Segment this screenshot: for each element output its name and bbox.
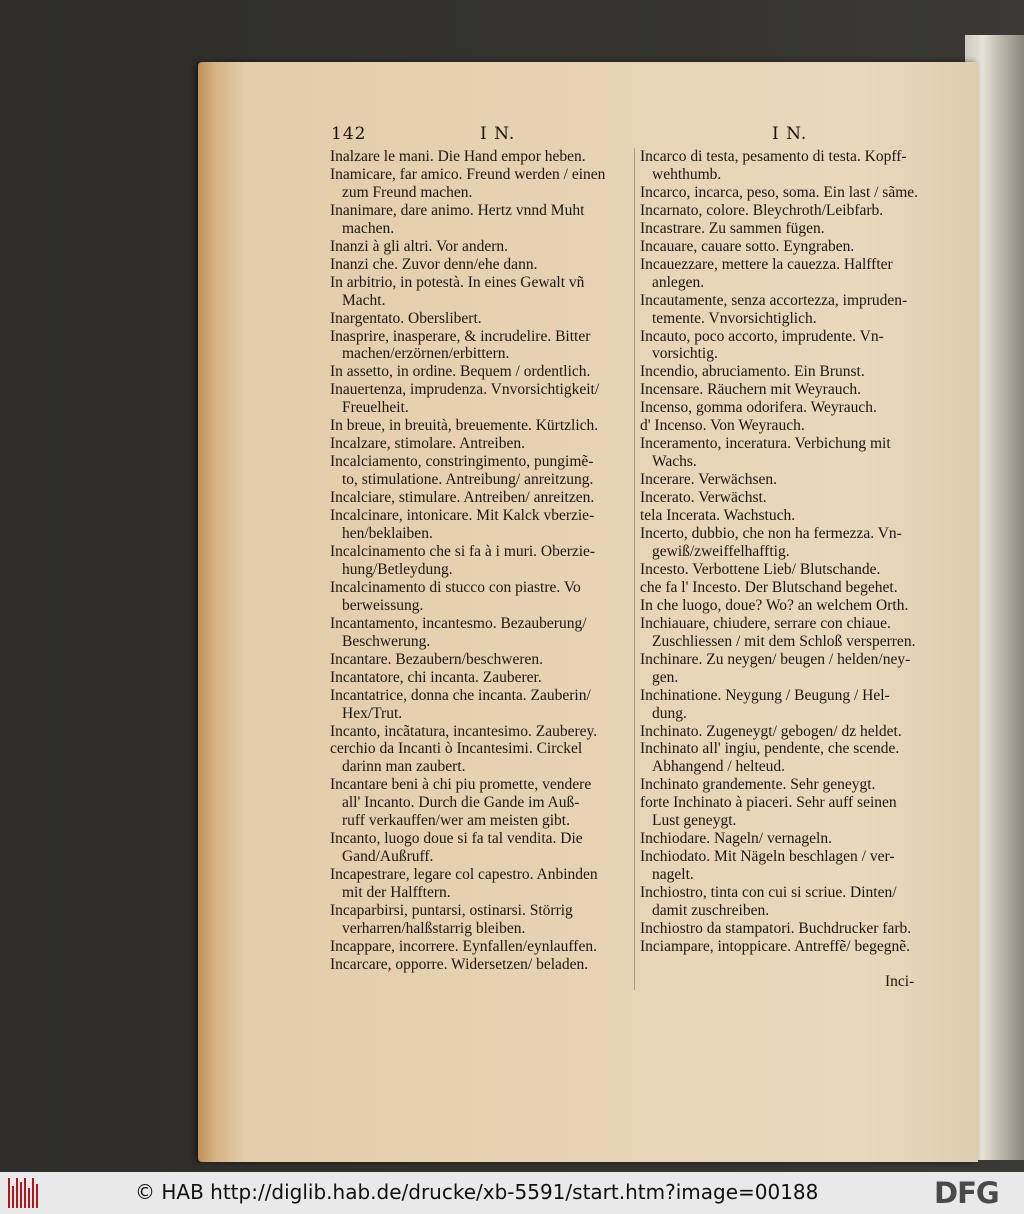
text-line: Incarcare, opporre. Widersetzen/ beladen. <box>330 955 589 973</box>
text-line: Incalzare, stimolare. Antreiben. <box>330 435 525 453</box>
text-line: Inamicare, far amico. Freund werden / einen <box>330 165 606 183</box>
text-line: vorsichtig. <box>652 345 718 363</box>
text-line: Inchinato grandemente. Sehr geneygt. <box>640 776 876 794</box>
text-line: Inchiodato. Mit Nägeln beschlagen / ver- <box>640 848 895 866</box>
text-line: anlegen. <box>652 273 705 291</box>
text-line: zum Freund machen. <box>342 183 473 201</box>
text-line: Incesto. Verbottene Lieb/ Blutschande. <box>640 560 881 578</box>
text-line: Macht. <box>342 291 386 309</box>
text-line: Incauare, cauare sotto. Eyngraben. <box>640 237 855 255</box>
text-line: che fa l' Incesto. Der Blutschand begehet. <box>640 578 898 596</box>
text-line: wehthumb. <box>652 165 722 183</box>
text-line: Incerto, dubbio, che non ha fermezza. Vn- <box>640 525 902 543</box>
text-line: Inchiostro, tinta con cui si scriue. Dinten/ <box>640 884 897 902</box>
text-line: all' Incanto. Durch die Gande im Auß- <box>342 794 580 812</box>
text-line: Incalcinamento che si fa à i muri. Oberzie- <box>330 542 596 560</box>
text-line: temente. Vnvorsichtiglich. <box>652 309 817 327</box>
left-column <box>330 148 632 974</box>
text-line: Inceramento, inceratura. Verbichung mit <box>640 435 891 453</box>
text-line: Incauezzare, mettere la cauezza. Halffter <box>640 255 893 273</box>
text-line: gewiß/zweiffelhafftig. <box>652 542 790 560</box>
text-line: Incapestrare, legare col capestro. Anbinden <box>330 866 598 884</box>
text-line: Inchiostro da stampatori. Buchdrucker farb. <box>640 919 912 937</box>
text-line: Incalcinare, intonicare. Mit Kalck vberzie- <box>330 507 595 525</box>
text-line: In assetto, in ordine. Bequem / ordentlich. <box>330 363 591 381</box>
text-line: Hex/Trut. <box>342 704 403 722</box>
text-line: Incensare. Räuchern mit Weyrauch. <box>640 381 861 399</box>
text-line: Incantare beni à chi piu promette, vendere <box>330 776 592 794</box>
text-line: Inchinatione. Neygung / Beugung / Hel- <box>640 686 890 704</box>
text-line: mit der Halfftern. <box>342 884 451 902</box>
text-line: Inanzi à gli altri. Vor andern. <box>330 237 509 255</box>
header-left: I N. <box>480 124 516 144</box>
text-line: Incappare, incorrere. Eynfallen/eynlauffen. <box>330 937 597 955</box>
text-line: Incantatore, chi incanta. Zauberer. <box>330 668 542 686</box>
text-line: gen. <box>652 668 679 686</box>
text-line: Incauto, poco accorto, imprudente. Vn- <box>640 327 884 345</box>
text-line: cerchio da Incanti ò Incantesimi. Circkel <box>330 740 583 758</box>
text-line: damit zuschreiben. <box>652 902 770 920</box>
text-line: Incalciare, stimulare. Antreiben/ anreitzen. <box>330 489 595 507</box>
text-line: Incastrare. Zu sammen fügen. <box>640 219 825 237</box>
text-line: Inchinare. Zu neygen/ beugen / helden/ney- <box>640 650 911 668</box>
text-line: tela Incerata. Wachstuch. <box>640 507 796 525</box>
page-number: 142 <box>331 124 367 144</box>
text-line: Inchinato all' ingiu, pendente, che scende. <box>640 740 900 758</box>
text-line: Beschwerung. <box>342 632 431 650</box>
text-line: Inanimare, dare animo. Hertz vnnd Muht <box>330 201 585 219</box>
text-line: Incantamento, incantesmo. Bezauberung/ <box>330 614 587 632</box>
text-line: hung/Betleydung. <box>342 560 453 578</box>
text-line: Incerato. Verwächst. <box>640 489 767 507</box>
copyright-link[interactable]: © HAB http://diglib.hab.de/drucke/xb-5591/start.htm?image=00188 <box>135 1180 819 1204</box>
text-line: dung. <box>652 704 687 722</box>
text-line: Inchiodare. Nageln/ vernageln. <box>640 830 832 848</box>
column-divider <box>634 148 635 990</box>
text-line: Inasprire, inasperare, & incrudelire. Bitter <box>330 327 591 345</box>
text-line: Incantatrice, donna che incanta. Zauberin/ <box>330 686 591 704</box>
text-line: Inargentato. Oberslibert. <box>330 309 482 327</box>
text-line: Inchiauare, chiudere, serrare con chiaue. <box>640 614 891 632</box>
text-line: Incalcinamento di stucco con piastre. Vo <box>330 578 581 596</box>
text-line: Incalciamento, constringimento, pungimẽ- <box>330 453 594 471</box>
text-line: Incantare. Bezaubern/beschweren. <box>330 650 544 668</box>
text-line: In arbitrio, in potestà. In eines Gewalt vñ <box>330 273 585 291</box>
text-line: d' Incenso. Von Weyrauch. <box>640 417 805 435</box>
text-line: Abhangend / helteud. <box>652 758 786 776</box>
text-line: nagelt. <box>652 866 694 884</box>
text-line: Incenso, gomma odorifera. Weyrauch. <box>640 399 877 417</box>
hab-logo-icon <box>8 1178 40 1208</box>
text-line: Incarco, incarca, peso, soma. Ein last / sãme. <box>640 183 919 201</box>
text-line: darinn man zaubert. <box>342 758 466 776</box>
text-line: Zuschliessen / mit dem Schloß versperren. <box>652 632 916 650</box>
text-line: Wachs. <box>652 453 697 471</box>
text-line: forte Inchinato à piaceri. Sehr auff seinen <box>640 794 897 812</box>
text-line: In che luogo, doue? Wo? an welchem Orth. <box>640 596 909 614</box>
text-line: Incaparbirsi, puntarsi, ostinarsi. Störrig <box>330 902 573 920</box>
text-line: Incautamente, senza accortezza, impruden- <box>640 291 908 309</box>
text-line: Gand/Außruff. <box>342 848 434 866</box>
text-line: machen. <box>342 219 395 237</box>
text-line: Incanto, incãtatura, incantesimo. Zauberey. <box>330 722 598 740</box>
text-line: verharren/halßstarrig bleiben. <box>342 919 526 937</box>
text-line: Lust geneygt. <box>652 812 737 830</box>
text-line: Inanzi che. Zuvor denn/ehe dann. <box>330 255 538 273</box>
text-line: Incarnato, colore. Bleychroth/Leibfarb. <box>640 201 884 219</box>
footer-bar <box>0 1172 1024 1214</box>
right-column <box>640 148 960 956</box>
text-line: Freuelheit. <box>342 399 409 417</box>
text-line: Incanto, luogo doue si fa tal vendita. Die <box>330 830 583 848</box>
text-line: Inauertenza, imprudenza. Vnvorsichtigkeit/ <box>330 381 600 399</box>
text-line: Inciampare, intoppicare. Antreffẽ/ begegnẽ. <box>640 937 910 955</box>
text-line: Incarco di testa, pesamento di testa. Kopff- <box>640 148 907 165</box>
text-line: Inalzare le mani. Die Hand empor heben. <box>330 148 586 165</box>
dfg-logo: DFG <box>934 1176 999 1210</box>
catchword: Inci- <box>885 973 915 990</box>
text-line: berweissung. <box>342 596 424 614</box>
text-line: In breue, in breuità, breuemente. Kürtzlich. <box>330 417 599 435</box>
text-line: Incendio, abruciamento. Ein Brunst. <box>640 363 865 381</box>
text-line: Incerare. Verwächsen. <box>640 471 777 489</box>
text-line: ruff verkauffen/wer am meisten gibt. <box>342 812 570 830</box>
header-right: I N. <box>772 124 808 144</box>
text-line: Inchinato. Zugeneygt/ gebogen/ dz heldet. <box>640 722 902 740</box>
text-line: machen/erzörnen/erbittern. <box>342 345 510 363</box>
text-line: to, stimulatione. Antreibung/ anreitzung. <box>342 471 594 489</box>
text-line: hen/beklaiben. <box>342 525 433 543</box>
